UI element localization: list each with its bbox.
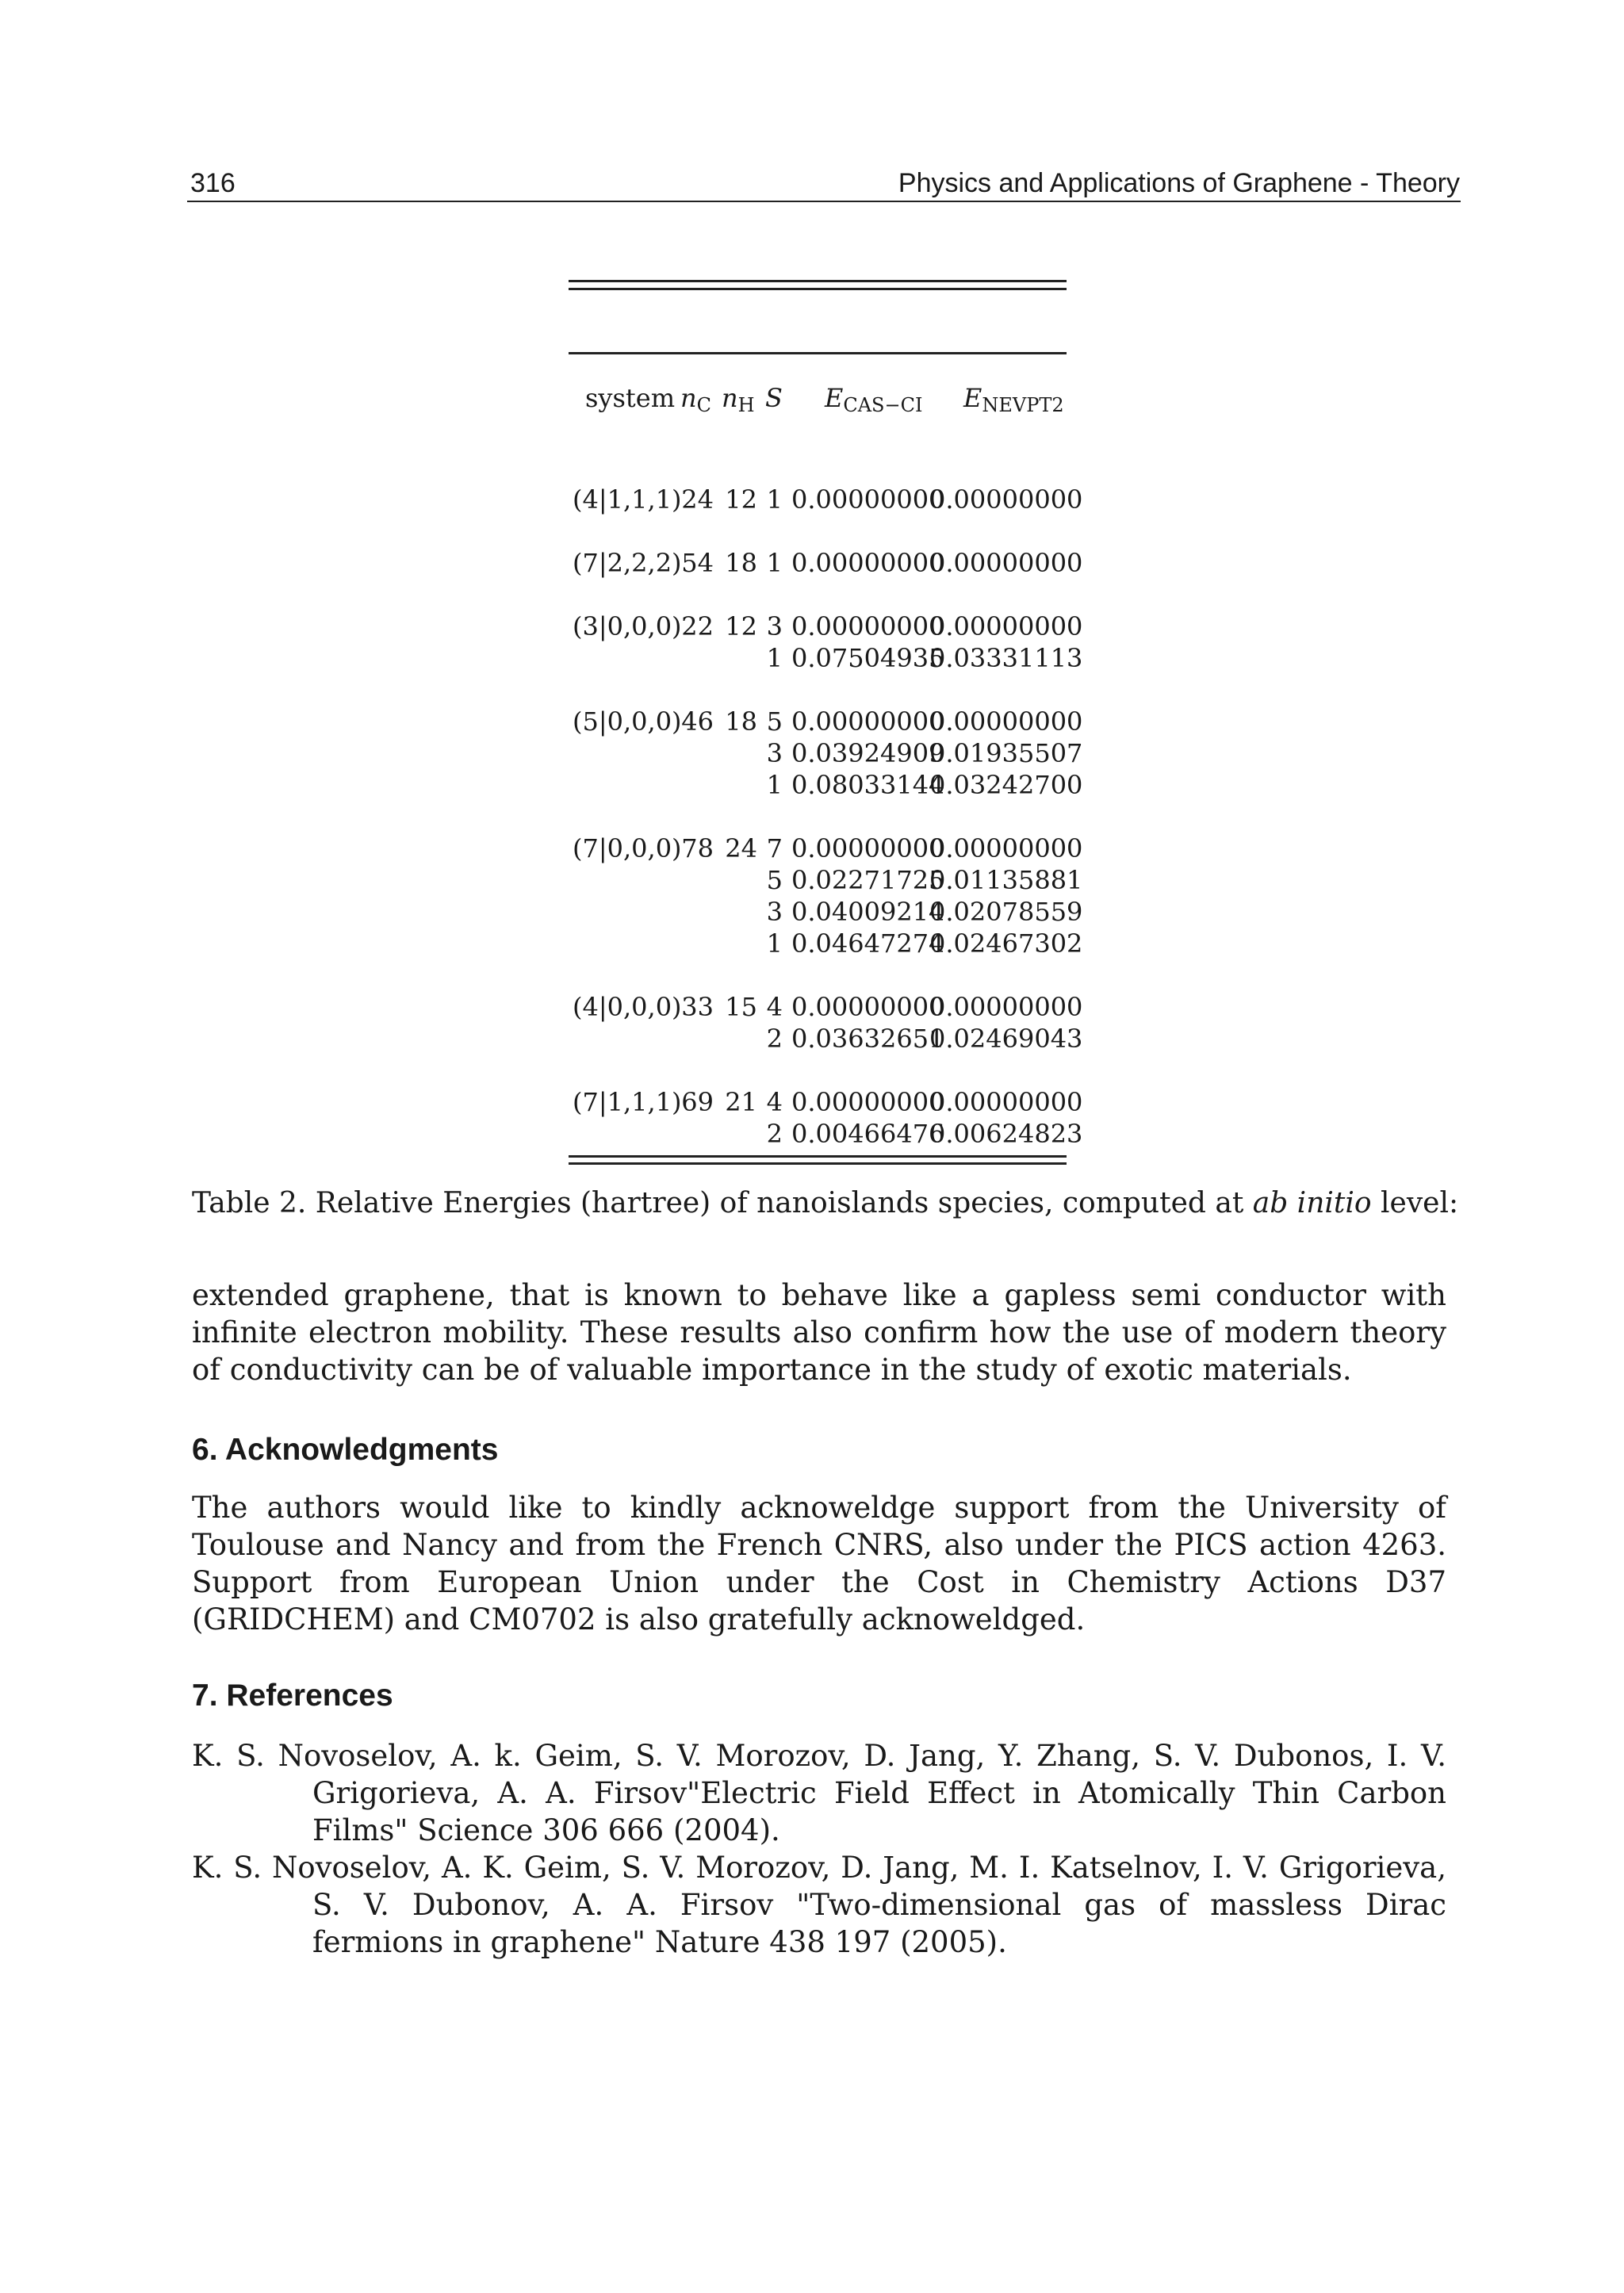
page-number: 316 — [190, 168, 236, 198]
table-cell-e-cas: 0.07504935 — [791, 643, 945, 673]
table-cell-s: 1 — [766, 643, 783, 673]
table-cell-nc: 33 — [681, 992, 714, 1022]
table-cell-nh: 18 — [725, 706, 757, 737]
table-cell-s: 2 — [766, 1119, 783, 1149]
table-cell-e-nev: 0.02469043 — [929, 1024, 1083, 1054]
references-heading: 7. References — [192, 1679, 393, 1713]
table-cell-system: (4|0,0,0) — [573, 992, 682, 1022]
reference-item: K. S. Novoselov, A. k. Geim, S. V. Morozov, D. Jang, Y. Zhang, S. V. Dubonos, I. V. Grigorieva, A. A. Firsov"Electric Field Effect in Atomically Thin Carbon Films" Science 306 666 (2004). — [192, 1739, 1446, 1847]
header-rule — [187, 201, 1461, 202]
continuation-paragraph: extended graphene, that is known to behave like a gapless semi conductor with infinite electron mobility. These results also confirm how the use of modern theory of conductivity can be of valuable importance in the study of exotic materials. — [192, 1278, 1446, 1387]
table-cell-e-nev: 0.00000000 — [929, 706, 1083, 737]
table-cell-s: 1 — [766, 484, 783, 515]
table-cell-e-nev: 0.01135881 — [929, 865, 1083, 895]
table-cell-e-nev: 0.00000000 — [929, 992, 1083, 1022]
header-e-cas-ci: $E_{CAS-CI}$ — [825, 383, 923, 416]
table-cell-e-nev: 0.02467302 — [929, 928, 1083, 959]
table-cell-nc: 24 — [681, 484, 714, 515]
table-cell-e-cas: 0.00000000 — [791, 706, 945, 737]
table-cell-nh: 24 — [725, 833, 757, 863]
table-cell-s: 3 — [766, 738, 783, 768]
table-cell-e-nev: 0.00624823 — [929, 1119, 1083, 1149]
table-cell-e-cas: 0.04647274 — [791, 928, 945, 959]
table-top-rule-2 — [569, 288, 1067, 290]
table-cell-e-cas: 0.02271725 — [791, 865, 945, 895]
table-cell-e-cas: 0.00000000 — [791, 992, 945, 1022]
header-nc: $n_C$ — [680, 383, 711, 416]
table-cell-nh: 21 — [725, 1087, 757, 1117]
table-cell-nh: 18 — [725, 548, 757, 578]
table-cell-s: 7 — [766, 833, 783, 863]
table-cell-s: 3 — [766, 611, 783, 641]
table-cell-e-cas: 0.03924909 — [791, 738, 945, 768]
table-cell-nh: 15 — [725, 992, 757, 1022]
table-cell-nc: 78 — [681, 833, 714, 863]
header-nh: $n_H$ — [722, 383, 755, 416]
table-cell-e-cas: 0.00000000 — [791, 833, 945, 863]
table-cell-nc: 22 — [681, 611, 714, 641]
table-cell-e-cas: 0.03632651 — [791, 1024, 945, 1054]
table-cell-nc: 69 — [681, 1087, 714, 1117]
table-cell-s: 1 — [766, 928, 783, 959]
table-cell-e-nev: 0.00000000 — [929, 484, 1083, 515]
table-cell-e-cas: 0.04009214 — [791, 897, 945, 927]
table-caption: Table 2. Relative Energies (hartree) of nanoislands species, computed at ab initio level: — [192, 1187, 1459, 1219]
table-cell-s: 5 — [766, 706, 783, 737]
acknowledgments-paragraph: The authors would like to kindly acknoweldge support from the University of Toulouse and Nancy and from the French CNRS, also under the PICS action 4263. Support from European Union under the Cost in Chemistry Actions D37 (GRIDCHEM) and CM0702 is also gratefully acknoweldged. — [192, 1491, 1446, 1636]
table-cell-e-nev: 0.02078559 — [929, 897, 1083, 927]
table-cell-system: (5|0,0,0) — [573, 706, 682, 737]
table-cell-e-cas: 0.00000000 — [791, 1087, 945, 1117]
table-cell-e-cas: 0.08033144 — [791, 770, 945, 800]
header-s: S — [765, 383, 783, 413]
table-cell-system: (7|1,1,1) — [573, 1087, 682, 1117]
table-cell-e-cas: 0.00000000 — [791, 484, 945, 515]
table-cell-e-cas: 0.00466476 — [791, 1119, 945, 1149]
table-cell-s: 4 — [766, 992, 783, 1022]
acknowledgments-heading: 6. Acknowledgments — [192, 1433, 499, 1467]
table-cell-e-nev: 0.00000000 — [929, 611, 1083, 641]
table-cell-e-cas: 0.00000000 — [791, 548, 945, 578]
table-cell-s: 2 — [766, 1024, 783, 1054]
table-cell-e-nev: 0.03331113 — [929, 643, 1083, 673]
table-cell-e-cas: 0.00000000 — [791, 611, 945, 641]
header-e-nevpt2: $E_{NEVPT2}$ — [963, 383, 1064, 416]
table-cell-s: 3 — [766, 897, 783, 927]
table-cell-nc: 54 — [681, 548, 714, 578]
table-cell-s: 4 — [766, 1087, 783, 1117]
header-system: system — [585, 383, 676, 413]
table-cell-e-nev: 0.03242700 — [929, 770, 1083, 800]
table-cell-s: 1 — [766, 548, 783, 578]
table-cell-nc: 46 — [681, 706, 714, 737]
table-bottom-rule-2 — [569, 1162, 1067, 1165]
running-title: Physics and Applications of Graphene - Theory — [898, 168, 1460, 198]
table-cell-nh: 12 — [725, 611, 757, 641]
table-cell-system: (4|1,1,1) — [573, 484, 682, 515]
table-cell-e-nev: 0.00000000 — [929, 548, 1083, 578]
table-top-rule-1 — [569, 280, 1067, 282]
table-cell-s: 1 — [766, 770, 783, 800]
reference-item: K. S. Novoselov, A. K. Geim, S. V. Morozov, D. Jang, M. I. Katselnov, I. V. Grigorieva, S. V. Dubonov, A. A. Firsov "Two-dimensional gas of massless Dirac fermions in graphene" Nature 438 197 (2005). — [192, 1851, 1446, 1959]
table-cell-e-nev: 0.00000000 — [929, 833, 1083, 863]
table-cell-system: (7|2,2,2) — [573, 548, 682, 578]
table-header-rule — [569, 352, 1067, 354]
table-cell-nh: 12 — [725, 484, 757, 515]
table-cell-s: 5 — [766, 865, 783, 895]
table-bottom-rule-1 — [569, 1155, 1067, 1158]
table-cell-e-nev: 0.00000000 — [929, 1087, 1083, 1117]
table-cell-system: (3|0,0,0) — [573, 611, 682, 641]
table-cell-system: (7|0,0,0) — [573, 833, 682, 863]
table-cell-e-nev: 0.01935507 — [929, 738, 1083, 768]
